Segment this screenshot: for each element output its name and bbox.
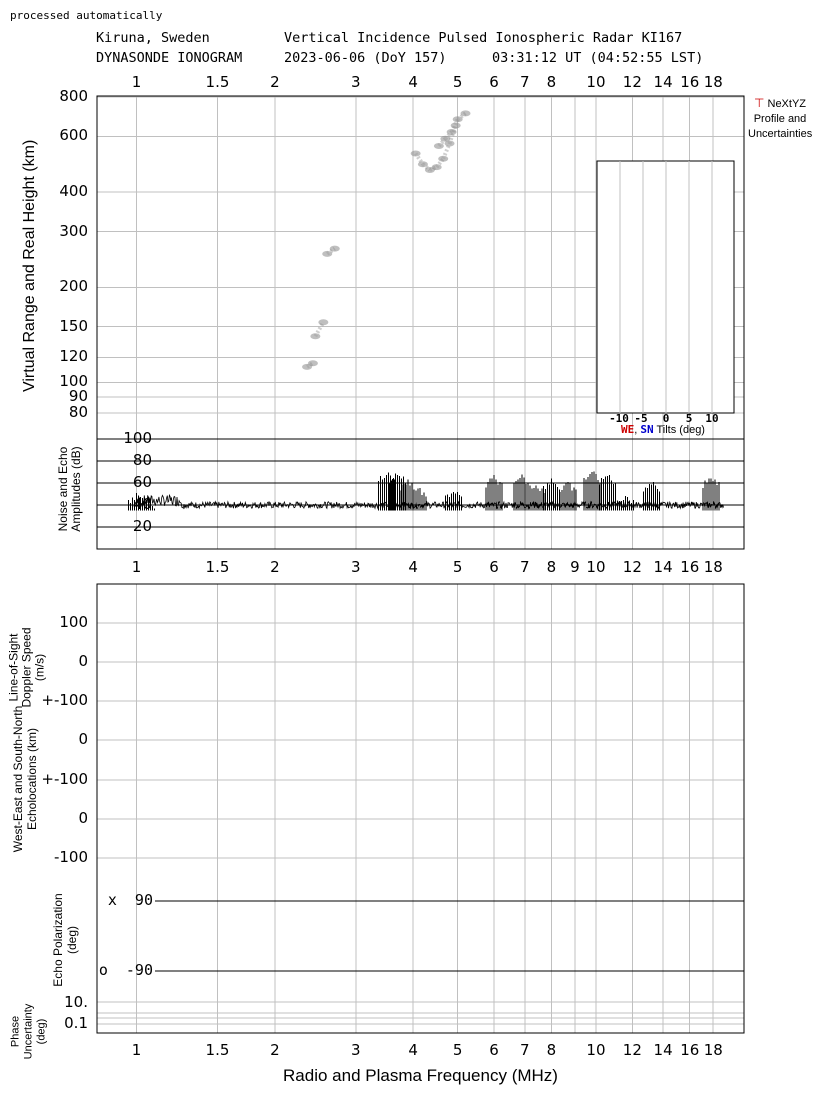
polarization-axis-label: [51, 890, 79, 990]
freq-tick-label: 5: [452, 73, 463, 91]
ionogram-echo-point: [461, 110, 471, 116]
nextyz-label: NeXtYZ: [767, 98, 807, 110]
tilts-legend: [621, 423, 705, 436]
tilt-tick-label: 0: [662, 412, 670, 425]
height-tick-label: 80: [68, 403, 88, 421]
freq-tick-label: 7: [520, 73, 530, 91]
nextyz-legend: [748, 96, 812, 142]
freq-tick-label: 5: [452, 1041, 463, 1059]
polar-label-line2: (deg): [65, 926, 79, 955]
amplitude-tick-label: 80: [132, 451, 152, 469]
doppler-tick-label: +-100: [41, 691, 88, 709]
freq-tick-label: 8: [546, 73, 557, 91]
freq-tick-label: 16: [680, 558, 700, 576]
product-title: DYNASONDE IONOGRAM: [96, 50, 243, 66]
freq-tick-label: 14: [653, 73, 673, 91]
amp-label-line2: Amplitudes (dB): [69, 446, 83, 532]
tilt-tick-label: 5: [685, 412, 693, 425]
tilt-tick-label: -5: [634, 412, 648, 425]
freq-tick-label: 1: [131, 1041, 142, 1059]
height-tick-label: 120: [59, 347, 88, 366]
amplitude-tick-label: 60: [132, 473, 152, 491]
freq-tick-label: 10: [586, 73, 606, 91]
time-label: 03:31:12 UT (04:52:55 LST): [492, 50, 704, 66]
noise-amplitude-trace: [137, 495, 724, 508]
x-axis-label: Radio and Plasma Frequency (MHz): [283, 1066, 558, 1085]
freq-tick-label: 1: [131, 73, 142, 91]
height-tick-label: 600: [59, 126, 88, 145]
freq-tick-label: 18: [703, 558, 723, 576]
tilts-suffix: Tilts (deg): [656, 424, 705, 436]
freq-tick-label: 7: [520, 1041, 530, 1059]
freq-tick-label: 7: [520, 558, 530, 576]
tilt-tick-label: 10: [705, 412, 719, 425]
doppler-tick-label: 100: [59, 613, 88, 631]
freq-tick-label: 4: [408, 1041, 418, 1059]
nextyz-legend-line2: Profile and: [753, 113, 807, 125]
tilts-comma: ,: [634, 424, 638, 436]
freq-tick-label: 18: [703, 73, 723, 91]
freq-tick-label: 16: [680, 73, 700, 91]
doppler-label-line3: (m/s): [32, 653, 47, 682]
freq-tick-label: 10: [586, 558, 606, 576]
amplitude-axis-label: [57, 414, 83, 564]
ionogram-echo-point: [330, 246, 340, 252]
doppler-label-line2: Doppler Speed: [19, 627, 34, 708]
height-tick-label: 100: [59, 372, 88, 391]
freq-tick-label: 5: [452, 558, 463, 576]
date-label: 2023-06-06 (DoY 157): [284, 50, 447, 66]
freq-tick-label: 4: [408, 73, 418, 91]
doppler-tick-label: 0: [78, 652, 88, 670]
freq-tick-label: 10: [586, 1041, 606, 1059]
phase-tick-label: 0.1: [64, 1014, 88, 1032]
tilts-we-label: WE: [621, 423, 635, 436]
nextyz-legend-line3: Uncertainties: [748, 128, 813, 140]
phase-axis-label: [10, 997, 49, 1067]
polarization-tick-label: x 90: [107, 891, 153, 909]
height-tick-label: 300: [59, 221, 88, 240]
echolocation-tick-label: 0: [78, 730, 88, 748]
freq-tick-label: 14: [653, 558, 673, 576]
freq-tick-label: 16: [680, 1041, 700, 1059]
ionogram-echo-point: [308, 360, 318, 366]
echolocation-tick-label: +-100: [41, 770, 88, 788]
phase-tick-label: 10.: [64, 993, 88, 1011]
freq-tick-label: 1.5: [205, 558, 230, 576]
height-tick-label: 800: [59, 87, 88, 105]
bottom-panel-frame: [97, 584, 744, 1033]
freq-tick-label: 8: [546, 558, 557, 576]
freq-tick-label: 12: [622, 73, 642, 91]
amplitude-tick-label: 100: [123, 429, 152, 447]
processed-note: processed automatically: [10, 9, 163, 22]
nextyz-legend-title: [748, 96, 812, 112]
freq-tick-label: 2: [270, 558, 280, 576]
tilts-sn-label: SN: [640, 423, 654, 436]
ionogram-echo-point: [318, 319, 328, 325]
freq-tick-label: 3: [350, 1041, 361, 1059]
height-tick-label: 200: [59, 277, 88, 296]
instrument-title: Vertical Incidence Pulsed Ionospheric Radar KI167: [284, 30, 683, 46]
height-tick-label: 150: [59, 316, 88, 335]
echolocation-axis-label: [11, 669, 39, 889]
freq-tick-label: 1.5: [205, 1041, 230, 1059]
echoloc-label-line1: West-East and South-North: [11, 705, 25, 853]
height-tick-label: 400: [59, 182, 88, 201]
amp-label-line1: Noise and Echo: [56, 446, 70, 532]
phase-label-line3: (deg): [35, 1018, 48, 1045]
freq-tick-label: 1.5: [205, 73, 230, 91]
freq-tick-label: 9: [570, 558, 580, 576]
freq-tick-label: 1: [131, 558, 142, 576]
station-name: Kiruna, Sweden: [96, 30, 210, 46]
freq-tick-label: 18: [703, 1041, 723, 1059]
freq-tick-label: 3: [350, 73, 361, 91]
polar-label-line1: Echo Polarization: [51, 893, 65, 987]
freq-tick-label: 14: [653, 1041, 673, 1059]
freq-tick-label: 6: [489, 73, 499, 91]
freq-tick-label: 2: [270, 73, 280, 91]
freq-tick-label: 8: [546, 1041, 557, 1059]
phase-label-line2: Uncertainty: [22, 1003, 35, 1060]
echolocation-tick-label: 0: [78, 809, 88, 827]
freq-tick-label: 12: [622, 558, 642, 576]
height-tick-label: 90: [68, 386, 88, 405]
amplitude-tick-label: 40: [132, 495, 152, 513]
phase-label-line1: Phase: [9, 1015, 22, 1048]
echoloc-label-line2: Echolocations (km): [25, 727, 39, 831]
amplitude-tick-label: 20: [132, 517, 152, 535]
freq-tick-label: 3: [350, 558, 361, 576]
freq-tick-label: 6: [489, 1041, 499, 1059]
polarization-tick-label: o -90: [98, 961, 153, 979]
freq-tick-label: 4: [408, 558, 418, 576]
height-axis-label: Virtual Range and Real Height (km): [21, 139, 38, 392]
nextyz-legend-icon: ⊤: [753, 96, 765, 110]
freq-tick-label: 2: [270, 1041, 280, 1059]
freq-tick-label: 12: [622, 1041, 642, 1059]
echolocation-tick-label: -100: [53, 848, 88, 866]
freq-tick-label: 6: [489, 558, 499, 576]
doppler-label-line1: Line-of-Sight: [6, 633, 21, 702]
tilt-tick-label: -10: [609, 412, 629, 425]
